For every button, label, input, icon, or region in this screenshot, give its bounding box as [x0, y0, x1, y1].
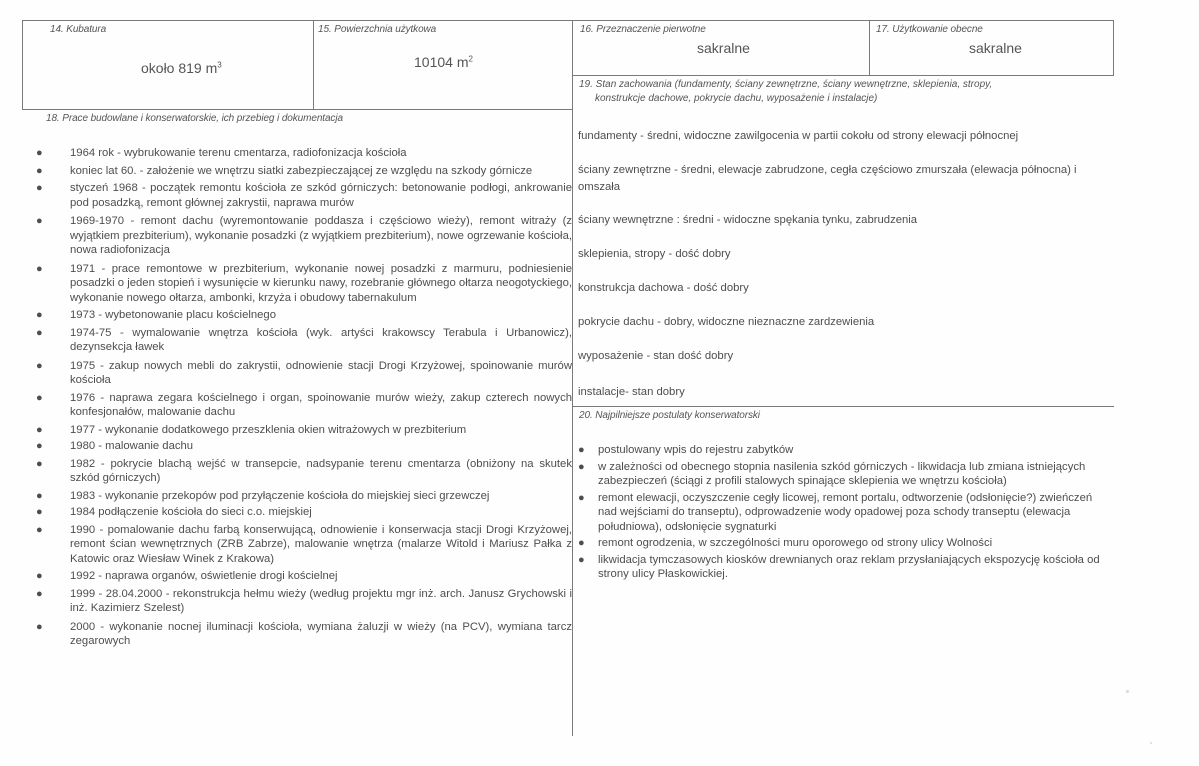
- list-item: ● 1980 - malowanie dachu: [36, 440, 194, 452]
- list-item: ● w zależności od obecnego stopnia nasilenia szkód górniczych - likwidacja lub zmiana istniejących zabezpieczeń (ściągi z profili stalowych spinające sklepienia we wnętrzu kościoła): [578, 460, 1086, 487]
- kubatura-caption: 14. Kubatura: [50, 24, 107, 35]
- bullet-icon: ●: [36, 326, 43, 339]
- bullet-icon: ●: [578, 460, 585, 473]
- bullet-icon: ●: [578, 537, 585, 549]
- bullet-icon: ●: [36, 359, 43, 372]
- powierzchnia-value: 10104 $m^2$: [414, 54, 473, 70]
- bullet-icon: ●: [36, 262, 43, 275]
- bullet-icon: ●: [36, 215, 43, 227]
- list-item: ● 2000 - wykonanie nocnej iluminacji kościoła, wymiana żaluzji w wieży (na PCV), wymiana tarcz zegarowych: [36, 620, 572, 647]
- bullet-icon: ●: [36, 309, 43, 321]
- list-item: ● 1974-75 - wymalowanie wnętrza kościoła (wyk. artyści krakowscy Terabula i Urbanowicz), dezynsekcja ławek: [36, 326, 572, 353]
- list-item: ● 1975 - zakup nowych mebli do zakrystii, odnowienie stacji Drogi Krzyżowej, spoinowanie murów kościoła: [36, 359, 572, 386]
- column-divider-14-15: [313, 20, 314, 110]
- section19-caption-line1: 19. Stan zachowania (fundamenty, ściany zewnętrzne, ściany wewnętrzne, sklepienia, stropy,: [579, 79, 993, 90]
- list-item: ● 1976 - naprawa zegara kościelnego i organ, spoinowanie murów wieży, zakup czterech nowych konfesjonałów, malowanie dachu: [36, 391, 572, 418]
- list-item: sklepienia, stropy - dość dobry: [578, 248, 731, 260]
- row-divider-left: [22, 109, 572, 110]
- list-item: ● likwidacja tymczasowych kiosków drewnianych oraz reklam przysłaniających ekspozycję kościoła od strony ulicy Płaskowickiej.: [578, 553, 1100, 580]
- list-item: ● 1969-1970 - remont dachu (wyremontowanie poddasza i częściowo wieży), remont witraży (z wyjątkiem prezbiterium), wykonanie posadzki (z wyjątkiem prezbiterium), nowe ogrzewanie kościoła, nowa radiofonizacja: [36, 215, 572, 256]
- table-top-border: [22, 20, 1114, 21]
- bullet-icon: ●: [36, 440, 43, 452]
- list-item: ● 1973 - wybetonowanie placu kościelnego: [36, 309, 276, 321]
- bullet-icon: ●: [36, 523, 43, 536]
- list-item: ● 1990 - pomalowanie dachu farbą konserwującą, odnowienie i konserwacja stacji Drogi Krzyżowej, remont ścian wewnętrznych (ZRB Zabrze), malowanie wnętrza (malarze Witold i Mariusz Pałka z Katowic oraz Wiesław Winek z Krakowa): [36, 523, 572, 565]
- bullet-icon: ●: [578, 553, 585, 566]
- bullet-icon: ●: [36, 620, 43, 633]
- list-item: konstrukcja dachowa - dość dobry: [578, 282, 749, 294]
- scan-speck: [1150, 742, 1152, 744]
- list-item: ● remont ogrodzenia, w szczególności muru oporowego od strony ulicy Wolności: [578, 537, 993, 549]
- row-divider-section20: [573, 406, 1114, 407]
- bullet-icon: ●: [578, 491, 585, 504]
- column-divider-16-17: [869, 20, 870, 76]
- kubatura-value: około 819 $m^3$: [141, 60, 222, 76]
- przeznaczenie-value: sakralne: [697, 40, 750, 56]
- table-left-border: [22, 20, 23, 110]
- list-item: ściany wewnętrzne : średni - widoczne spękania tynku, zabrudzenia: [578, 214, 918, 226]
- list-item: ● 1982 - pokrycie blachą wejść w transepcie, nadsypanie terenu cmentarza (obniżony na skutek szkód górniczych): [36, 457, 572, 484]
- section20-caption: 20. Najpilniejsze postulaty konserwatorski: [579, 410, 760, 421]
- list-item: ● 1964 rok - wybrukowanie terenu cmentarza, radiofonizacja kościoła: [36, 147, 407, 159]
- bullet-icon: ●: [578, 444, 585, 456]
- list-item: ● 1992 - naprawa organów, oświetlenie drogi kościelnej: [36, 570, 338, 582]
- list-item: ● koniec lat 60. - założenie we wnętrzu siatki zabezpieczającej ze względu na szkody górnicze: [36, 164, 533, 177]
- column-divider-main: [572, 20, 573, 736]
- list-item: instalacje- stan dobry: [578, 386, 685, 398]
- list-item: wyposażenie - stan dość dobry: [578, 350, 734, 362]
- uzytkowanie-value: sakralne: [969, 40, 1022, 56]
- section20-list: [578, 443, 1108, 582]
- list-item: ● 1984 podłączenie kościoła do sieci c.o. miejskiej: [36, 506, 312, 518]
- bullet-icon: ●: [36, 587, 43, 600]
- list-item: ● styczeń 1968 - początek remontu kościoła ze szkód górniczych: betonowanie podłogi, ankrowanie pod posadzką, remont głównej zakrystii, naprawa murów: [36, 182, 572, 209]
- bullet-icon: ●: [36, 489, 43, 502]
- list-item: fundamenty - średni, widoczne zawilgocenia w partii cokołu od strony elewacji północnej: [578, 130, 1019, 142]
- list-item: ściany zewnętrzne - średni, elewacje zabrudzone, cegła częściowo zmurszała (elewacja północna) i omszała: [578, 164, 1077, 193]
- list-item: pokrycie dachu - dobry, widoczne nieznaczne zardzewienia: [578, 316, 875, 328]
- bullet-icon: ●: [36, 570, 43, 582]
- bullet-icon: ●: [36, 457, 43, 470]
- uzytkowanie-caption: 17. Użytkowanie obecne: [876, 24, 983, 35]
- scan-speck: [1126, 690, 1129, 693]
- list-item: ● postulowany wpis do rejestru zabytków: [578, 444, 794, 456]
- list-item: ● 1971 - prace remontowe w prezbiterium, wykonanie nowej posadzki z marmuru, podniesienie posadzki o jeden stopień i wysunięcie w kierunku nawy, rozebranie głównego ołtarza neogotyckiego, wykonanie nowego ołtarza, ambonki, krzyża i obudowy tabernakulum: [36, 262, 572, 304]
- list-item: ● 1983 - wykonanie przekopów pod przyłączenie kościoła do miejskiej sieci grzewczej: [36, 489, 490, 502]
- bullet-icon: ●: [36, 182, 43, 194]
- bullet-icon: ●: [36, 423, 43, 436]
- list-item: ● remont elewacji, oczyszczenie cegły licowej, remont portalu, odtworzenie (odsłonięcie?) zwieńczeń nad wejściami do transeptu), odprowadzenie wody opadowej poza schody transeptu (elewacja południowa), odsłonięcie sygnaturki: [578, 491, 1093, 533]
- section18-list: [36, 146, 572, 649]
- bullet-icon: ●: [36, 506, 43, 518]
- bullet-icon: ●: [36, 164, 43, 177]
- powierzchnia-caption: 15. Powierzchnia użytkowa: [318, 24, 437, 35]
- section19-caption: [579, 78, 1099, 106]
- przeznaczenie-caption: 16. Przeznaczenie pierwotne: [580, 24, 706, 35]
- section18-caption: 18. Prace budowlane i konserwatorskie, ich przebieg i dokumentacja: [46, 113, 343, 124]
- table-right-border: [1113, 20, 1114, 76]
- row-divider-right: [573, 75, 1114, 76]
- bullet-icon: ●: [36, 391, 43, 404]
- list-item: ● 1999 - 28.04.2000 - rekonstrukcja hełmu wieży (według projektu mgr inż. arch. Janusz Grychowski i inż. Kazimierz Szelest): [36, 587, 572, 614]
- list-item: ● 1977 - wykonanie dodatkowego przeszklenia okien witrażowych w prezbiterium: [36, 423, 467, 436]
- bullet-icon: ●: [36, 147, 43, 159]
- section19-caption-line2: konstrukcje dachowe, pokrycie dachu, wyposażenie i instalacje): [595, 93, 878, 104]
